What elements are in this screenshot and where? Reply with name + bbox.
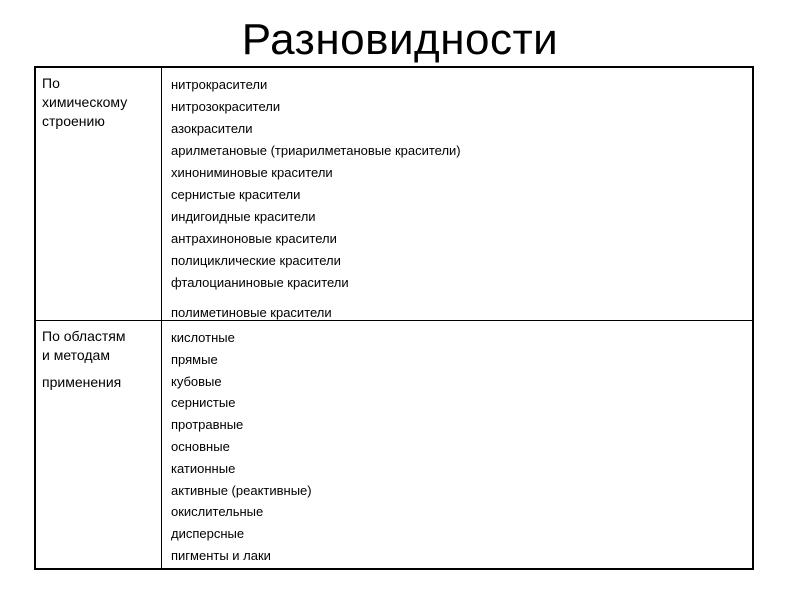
list-item: кубовые [171, 373, 222, 389]
category-label: По областям [42, 328, 126, 344]
list-item: сернистые [171, 395, 236, 411]
list-item: полиметиновые красители [171, 305, 332, 320]
list-item: катионные [171, 460, 236, 476]
list-item: кислотные [171, 330, 235, 345]
list-item: прямые [171, 351, 218, 367]
list-item: нитрокрасители [171, 77, 268, 92]
list-item: основные [171, 438, 230, 454]
list-item: индигоидные красители [171, 209, 316, 224]
table-row [36, 68, 752, 321]
page-title: Разновидности [241, 15, 559, 64]
category-label: применения [42, 374, 122, 390]
list-item: хинониминовые красители [171, 165, 333, 180]
category-cell [36, 321, 162, 568]
list-item: азокрасители [171, 121, 253, 136]
classification-table [34, 66, 754, 570]
list-item: антрахиноновые красители [171, 231, 337, 246]
list-item: полициклические красители [171, 253, 341, 268]
category-label: строению [42, 113, 105, 129]
list-item: нитрозокрасители [171, 99, 281, 114]
category-label: и методам [42, 347, 110, 363]
list-item: активные (реактивные) [171, 482, 312, 498]
category-label: По [42, 75, 60, 91]
list-item: сернистые красители [171, 187, 301, 202]
list-item: арилметановые (триарилметановые красители) [171, 143, 461, 158]
items-cell [163, 68, 752, 320]
list-item: окислительные [171, 504, 264, 520]
category-label: химическому [42, 94, 128, 110]
list-item: дисперсные [171, 526, 245, 542]
category-cell [36, 68, 162, 320]
list-item: фталоцианиновые красители [171, 275, 349, 290]
application-list [171, 327, 752, 567]
dye-list [171, 74, 752, 324]
items-cell [163, 321, 752, 568]
table-row [36, 321, 752, 568]
list-item: протравные [171, 417, 244, 433]
list-item: пигменты и лаки [171, 547, 271, 563]
